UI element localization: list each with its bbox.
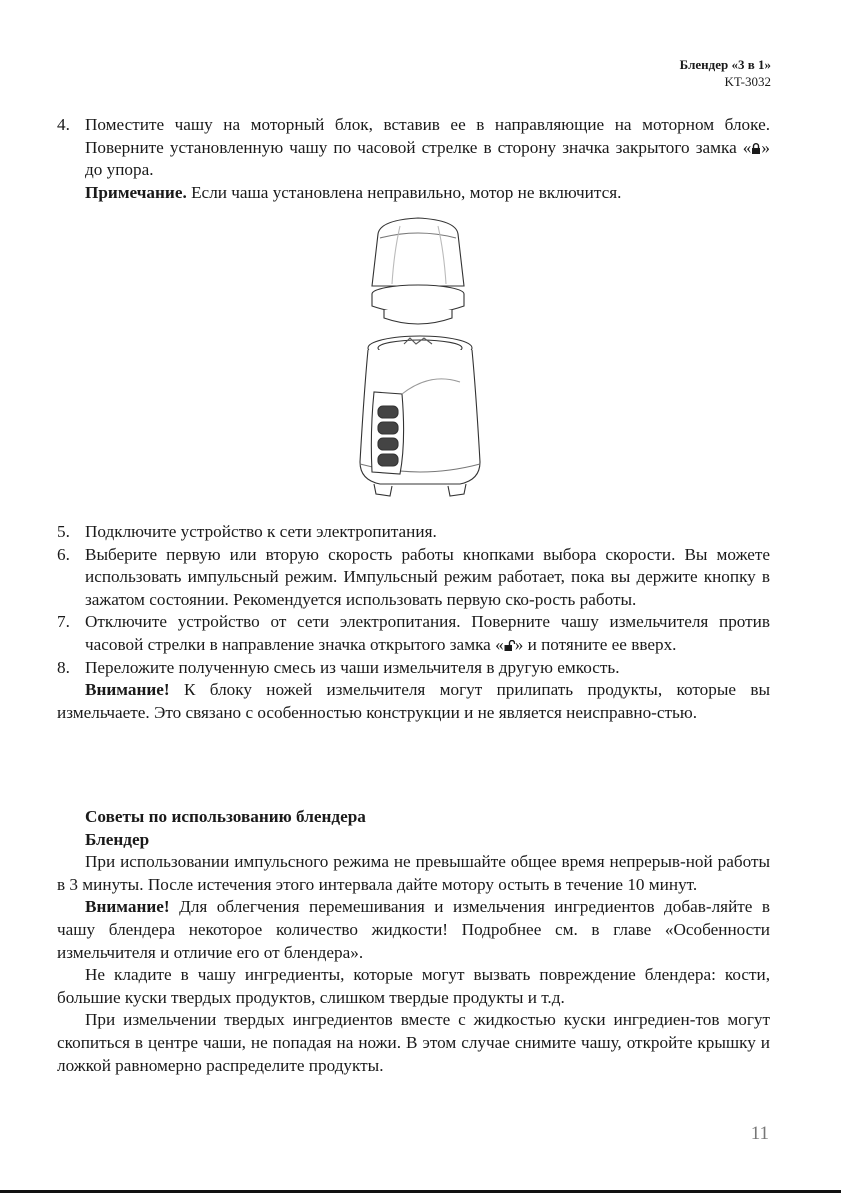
step-7-text-before: Отключите устройство от сети электропитания. Поверните чашу измельчителя против часовой стрелки в направление значка открытого замка « bbox=[85, 612, 770, 654]
step-4-note bbox=[57, 182, 770, 205]
step-number: 5. bbox=[57, 522, 70, 541]
attention-label: Внимание! bbox=[85, 680, 170, 700]
header-title: Блендер «3 в 1» bbox=[679, 57, 771, 72]
note-text: Если чаша установлена неправильно, мотор не включится. bbox=[186, 182, 622, 202]
open-lock-icon bbox=[504, 640, 515, 651]
header-model: KT-3032 bbox=[724, 74, 771, 89]
note-label: Примечание. bbox=[85, 182, 187, 202]
step-number: 4. bbox=[57, 115, 70, 134]
steps-5-8-block bbox=[57, 521, 770, 724]
page-header bbox=[680, 56, 771, 90]
attention-text: К блоку ножей измельчителя могут прилипать продукты, которые вы измельчаете. Это связано с особенностью конструкции и не является неисправно-стью. bbox=[57, 680, 770, 722]
attention-label: Внимание! bbox=[85, 897, 170, 917]
blender-illustration bbox=[340, 212, 500, 508]
tips-paragraph-1: При использовании импульсного режима не превышайте общее время непрерыв-ной работы в 3 минуты. После истечения этого интервала дайте мотору остыть в течение 10 минут. bbox=[57, 852, 770, 894]
step-5-text: Подключите устройство к сети электропитания. bbox=[85, 522, 437, 541]
attention-paragraph bbox=[57, 679, 770, 724]
step-6 bbox=[57, 544, 770, 612]
step-4-block bbox=[57, 114, 770, 204]
step-7-text-after: » и потяните ее вверх. bbox=[514, 634, 677, 654]
step-4-text-after: » до упора. bbox=[85, 137, 770, 180]
step-6-text: Выберите первую или вторую скорость работы кнопками выбора скорости. Вы можете использовать импульсный режим. Импульсный режим работает, пока вы держите кнопку в зажатом состоянии. Рекомендуется использовать первую ско-рость работы. bbox=[85, 544, 770, 609]
closed-lock-icon bbox=[751, 143, 761, 154]
step-7 bbox=[57, 611, 770, 656]
page-number: 11 bbox=[750, 1123, 769, 1144]
attention-text: Для облегчения перемешивания и измельчения ингредиентов добав-ляйте в чашу блендера некоторое количество жидкости! Подробнее см. в главе «Особенности измельчителя и отличие его от блендера». bbox=[57, 897, 770, 962]
tips-attention-paragraph bbox=[57, 896, 770, 964]
step-4 bbox=[57, 114, 770, 182]
step-number: 8. bbox=[57, 657, 70, 677]
step-8 bbox=[57, 657, 770, 680]
step-4-text-before: Поместите чашу на моторный блок, вставив ее в направляющие на моторном блоке. Поверните установленную чашу по часовой стрелке в сторону значка закрытого замка « bbox=[85, 115, 770, 157]
section-heading: Советы по использованию блендера bbox=[85, 807, 366, 826]
tips-paragraph-3: Не кладите в чашу ингредиенты, которые могут вызвать повреждение блендера: кости, большие куски твердых продуктов, слишком твердые продукты и т.д. bbox=[57, 965, 770, 1007]
step-8-text: Переложите полученную смесь из чаши измельчителя в другую емкость. bbox=[85, 657, 620, 677]
step-5 bbox=[57, 521, 770, 544]
tips-section bbox=[57, 806, 770, 1077]
tips-paragraph-4: При измельчении твердых ингредиентов вместе с жидкостью куски ингредиен-тов могут скопиться в центре чаши, не попадая на ножи. В этом случае снимите чашу, откройте крышку и ложкой равномерно распределите продукты. bbox=[57, 1010, 770, 1075]
step-number: 7. bbox=[57, 612, 70, 632]
section-subheading: Блендер bbox=[85, 829, 150, 849]
step-number: 6. bbox=[57, 544, 70, 564]
